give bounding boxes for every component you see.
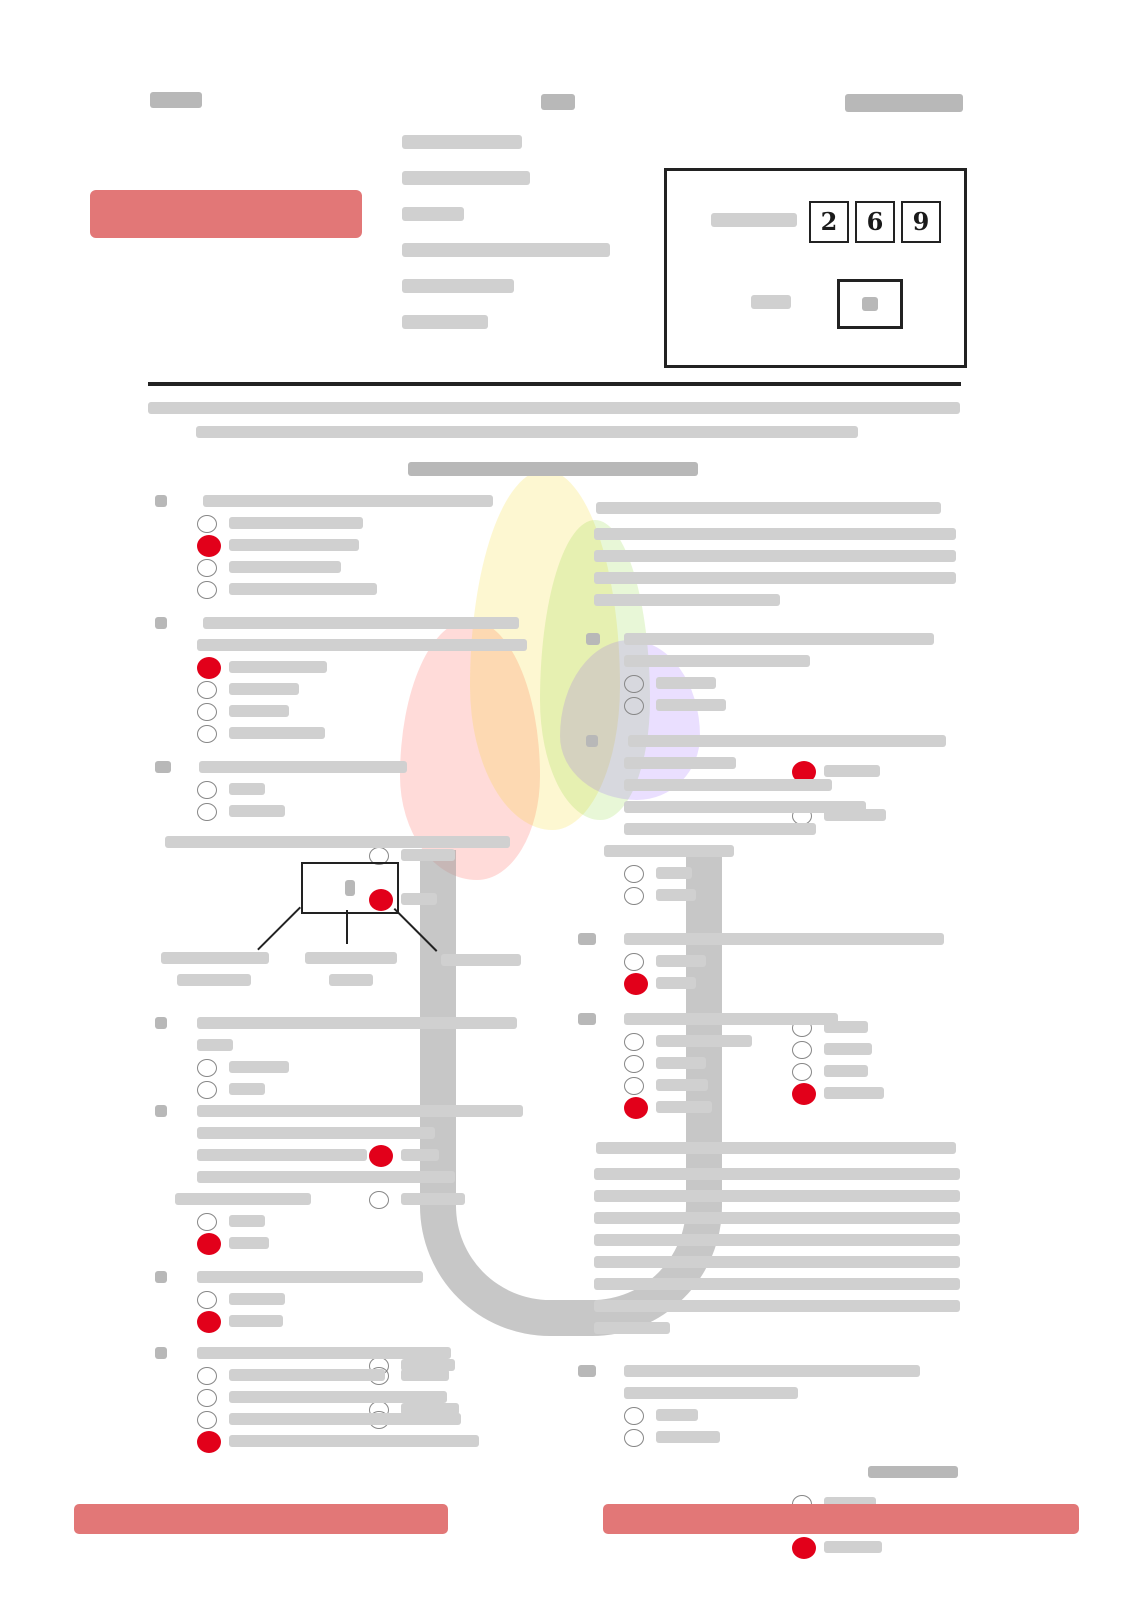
diagram-arrow-right [394,908,438,952]
footer-left-text [74,1504,448,1534]
header-page-number [541,94,575,110]
instructions-line-2 [196,426,858,438]
question-9 [578,730,968,950]
question-4-option-1[interactable] [197,1056,545,1078]
question-3-option-3[interactable] [197,800,535,822]
stimulus-intro-left [165,836,510,848]
set-value [862,297,878,311]
stimulus-passage-1 [594,528,959,606]
diagram-arrow-left [257,907,301,951]
diagram-label-left-2 [177,974,251,986]
question-2-option-1[interactable] [197,656,535,678]
question-10-option-1[interactable] [624,950,968,972]
header-right-code [845,94,963,112]
question-11-option-3[interactable] [624,1074,968,1096]
answer-mark [624,1097,648,1119]
question-12-option-3[interactable] [624,1426,968,1448]
footer [0,1496,1131,1556]
question-7-option-2[interactable] [197,1386,545,1408]
instructions-line-1 [148,402,960,414]
question-1-option-3[interactable] [197,556,515,578]
left-column [155,490,555,1470]
subject-code-label [711,213,797,227]
stimulus-intro-right-2 [596,1142,956,1154]
set-label [751,295,791,309]
instructions [148,398,963,438]
diagram-question-box [301,862,399,914]
set-value-box [837,279,903,329]
question-8-stem [624,633,934,645]
subject-code-digits [809,201,947,243]
question-1-option-2[interactable] [197,534,515,556]
question-1-option-4[interactable] [197,578,515,600]
answer-mark [197,1233,221,1255]
question-5-option-1[interactable] [197,1210,545,1232]
question-9-option-3[interactable] [624,884,968,906]
header [0,0,1131,390]
question-11-stem [624,1013,838,1025]
question-5-stem [197,1105,523,1117]
question-6-stem [197,1271,423,1283]
question-2-option-4[interactable] [197,722,535,744]
question-7-stem [197,1347,451,1359]
diagram-arrow-center [346,910,348,944]
answer-mark [197,535,221,557]
header-rule [148,382,961,386]
exam-time [402,279,514,293]
question-10-stem [624,933,944,945]
question-3-stem [199,761,407,773]
question-1-option-1[interactable] [197,512,515,534]
question-2-option-2[interactable] [197,678,535,700]
subject-code-digit-3: 9 [901,201,941,243]
question-12-option-1[interactable] [624,1404,968,1426]
question-7-option-3[interactable] [197,1408,545,1430]
diagram-label-center-2 [329,974,373,986]
right-column [578,494,968,1484]
question-2-option-3[interactable] [197,700,535,722]
exam-paper [402,207,464,221]
question-1-stem [203,495,493,507]
question-5-option-3[interactable] [197,1232,545,1254]
question-10-option-3[interactable] [624,972,968,994]
stimulus-intro-right-1 [596,502,941,514]
diagram-question-mark [345,880,355,896]
answer-mark [197,657,221,679]
question-6-option-3[interactable] [197,1310,545,1332]
diagram-label-center [305,952,397,964]
answer-mark [197,1431,221,1453]
exam-subject [402,171,530,185]
question-11 [578,1008,968,1118]
answer-mark [197,1311,221,1333]
question-8-option-1[interactable] [624,672,968,694]
question-9-stem [628,735,946,747]
question-11-option-1[interactable] [624,1030,968,1052]
question-6-option-1[interactable] [197,1288,545,1310]
question-11-option-4[interactable] [624,1096,968,1118]
diagram-label-left [161,952,269,964]
question-3-option-1[interactable] [197,778,535,800]
question-9-option-1[interactable] [624,862,968,884]
question-4-option-3[interactable] [197,1078,545,1100]
subject-code-box [664,168,967,368]
question-2-stem [203,617,519,629]
exam-type [402,135,522,149]
question-1 [155,490,515,600]
answer-mark [624,973,648,995]
footer-right-text [603,1504,1079,1534]
question-12-stem [624,1365,920,1377]
stimulus-diagram [155,860,535,996]
subject-code-digit-2: 6 [855,201,895,243]
notice-line [408,462,698,476]
question-3 [155,756,535,866]
exam-full-marks [402,315,488,329]
header-left-text [150,92,202,108]
exam-info [402,135,610,329]
exam-syllabus [402,243,610,257]
board-stamp [90,190,362,238]
question-2 [155,612,535,744]
question-7-option-1[interactable] [197,1364,545,1386]
diagram-label-right [441,954,521,966]
next-page-note [868,1466,958,1478]
question-7-option-4[interactable] [197,1430,545,1452]
question-4-stem [197,1017,517,1029]
question-11-option-2[interactable] [624,1052,968,1074]
question-8-option-3[interactable] [624,694,968,716]
question-7 [155,1342,545,1452]
subject-code-digit-1: 2 [809,201,849,243]
stimulus-passage-2 [594,1168,964,1334]
